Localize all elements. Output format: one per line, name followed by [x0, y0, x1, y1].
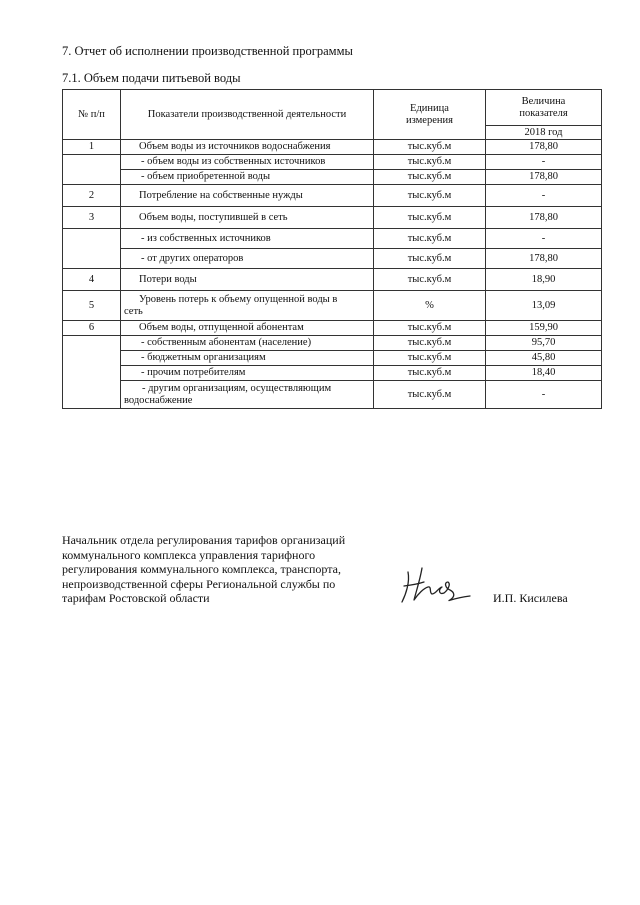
col-unit-header: [374, 90, 486, 140]
col-value-header: [486, 90, 602, 126]
signatory-title-line: коммунального комплекса управления тарифного: [62, 547, 316, 562]
water-supply-table: [62, 89, 602, 409]
row-unit: тыс.куб.м: [374, 381, 486, 409]
table-header-row: [63, 90, 602, 126]
signatory-title: [62, 533, 392, 606]
row-label-line1: Уровень потерь к объему опущенной воды в: [139, 293, 338, 305]
row-num: 1: [63, 140, 121, 155]
row-label: Объем воды из источников водоснабжения: [121, 140, 374, 155]
table-row: [63, 249, 602, 269]
row-unit: %: [374, 291, 486, 321]
table-row: [63, 351, 602, 366]
table-row: [63, 140, 602, 155]
row-label: - собственным абонентам (население): [121, 336, 374, 351]
row-unit: тыс.куб.м: [374, 366, 486, 381]
row-value: 95,70: [486, 336, 602, 351]
row-value: 178,80: [486, 170, 602, 185]
row-value: 13,09: [486, 291, 602, 321]
row-num: 4: [63, 269, 121, 291]
signatory-title-line: непроизводственной сферы Региональной службы по: [62, 576, 336, 591]
table-row: [63, 336, 602, 351]
row-value: -: [486, 155, 602, 170]
row-unit: тыс.куб.м: [374, 140, 486, 155]
row-label: - из собственных источников: [121, 229, 374, 249]
row-unit: тыс.куб.м: [374, 207, 486, 229]
row-label: [121, 381, 374, 409]
row-label: - прочим потребителям: [121, 366, 374, 381]
col-indicator-header: Показатели производственной деятельности: [121, 90, 374, 140]
row-unit: тыс.куб.м: [374, 269, 486, 291]
row-num: 6: [63, 321, 121, 336]
row-value: -: [486, 185, 602, 207]
row-label-line2: сеть: [124, 305, 143, 317]
row-num: [63, 155, 121, 185]
row-num: [63, 336, 121, 409]
row-value: 18,40: [486, 366, 602, 381]
row-label: Объем воды, отпущенной абонентам: [121, 321, 374, 336]
row-num: 2: [63, 185, 121, 207]
row-num: [63, 229, 121, 269]
col-unit-line2: измерения: [406, 114, 453, 126]
row-value: -: [486, 229, 602, 249]
table-row: [63, 185, 602, 207]
row-unit: тыс.куб.м: [374, 155, 486, 170]
row-label: - бюджетным организациям: [121, 351, 374, 366]
col-unit-line1: Единица: [410, 102, 449, 114]
signatory-title-line: Начальник отдела регулирования тарифов организаций: [62, 533, 346, 547]
table-row: [63, 291, 602, 321]
signatory-title-line: тарифам Ростовской области: [62, 591, 210, 605]
row-unit: тыс.куб.м: [374, 336, 486, 351]
row-num: 3: [63, 207, 121, 229]
col-value-line2: показателя: [519, 107, 568, 119]
row-value: 178,80: [486, 140, 602, 155]
row-label: - от других операторов: [121, 249, 374, 269]
row-num: 5: [63, 291, 121, 321]
row-value: 45,80: [486, 351, 602, 366]
row-unit: тыс.куб.м: [374, 185, 486, 207]
col-value-line1: Величина: [521, 95, 566, 107]
row-unit: тыс.куб.м: [374, 229, 486, 249]
row-value: 178,80: [486, 207, 602, 229]
row-unit: тыс.куб.м: [374, 351, 486, 366]
report-subheading: 7.1. Объем подачи питьевой воды: [62, 71, 241, 85]
row-unit: тыс.куб.м: [374, 249, 486, 269]
row-label: Потери воды: [121, 269, 374, 291]
row-label: - объем воды из собственных источников: [121, 155, 374, 170]
col-year-header: 2018 год: [486, 126, 602, 140]
row-label: Потребление на собственные нужды: [121, 185, 374, 207]
row-value: 159,90: [486, 321, 602, 336]
row-value: 18,90: [486, 269, 602, 291]
table-row: [63, 207, 602, 229]
row-label: Объем воды, поступившей в сеть: [121, 207, 374, 229]
row-label: [121, 291, 374, 321]
col-num-header: № п/п: [63, 90, 121, 140]
row-value: -: [486, 381, 602, 409]
table-row: [63, 366, 602, 381]
row-unit: тыс.куб.м: [374, 170, 486, 185]
handwritten-signature: [398, 560, 478, 608]
row-value: 178,80: [486, 249, 602, 269]
row-label-line1: - другим организациям, осуществляющим: [142, 382, 332, 394]
row-label: - объем приобретенной воды: [121, 170, 374, 185]
table-row: [63, 155, 602, 170]
table-row: [63, 229, 602, 249]
row-label-line2: водоснабжение: [124, 394, 193, 406]
signatory-name: И.П. Кисилева: [493, 591, 568, 605]
table-row: [63, 170, 602, 185]
row-unit: тыс.куб.м: [374, 321, 486, 336]
table-row: [63, 321, 602, 336]
table-row: [63, 269, 602, 291]
report-heading: 7. Отчет об исполнении производственной программы: [62, 44, 353, 58]
signatory-title-line: регулирования коммунального комплекса, транспорта,: [62, 562, 341, 576]
table-row: [63, 381, 602, 409]
